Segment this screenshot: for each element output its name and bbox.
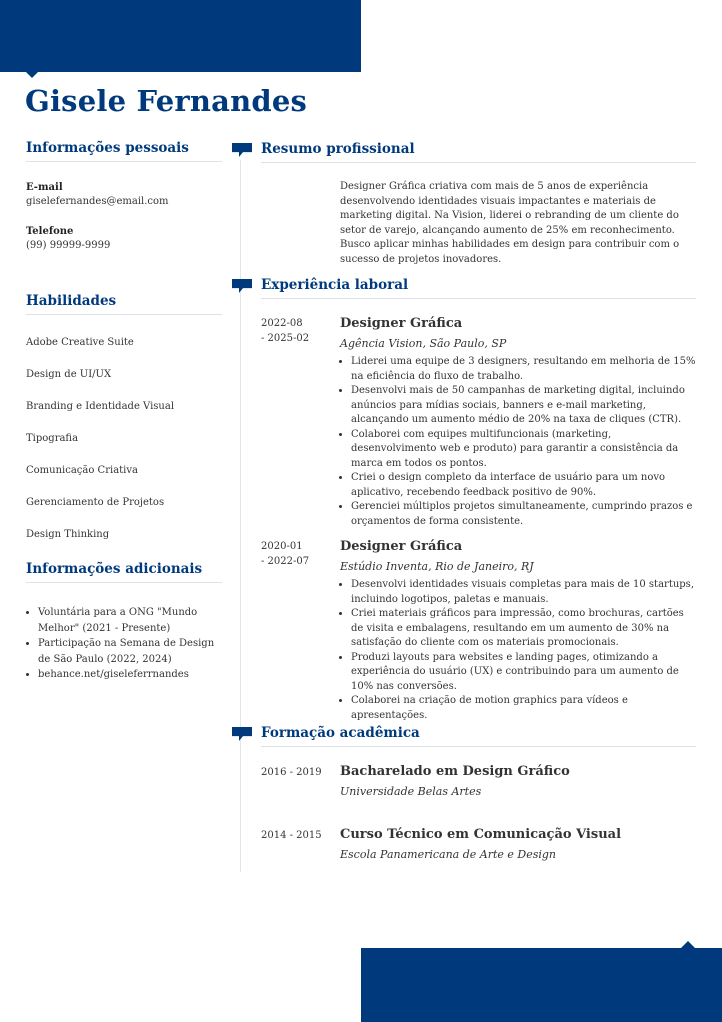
section-marker-icon [232,143,252,157]
top-banner [0,0,361,72]
email-value: giselefernandes@email.com [26,196,169,207]
school-name: Universidade Belas Artes [340,785,482,798]
job-bullets [340,355,696,529]
skill-item: Design Thinking [26,529,110,540]
job-title: Designer Gráfica [340,316,463,331]
education-heading: Formação acadêmica [261,725,696,747]
job-bullet: • Criei o design completo da interface de usuário para um novo aplicativo, recebendo feedback positivo de 90%. [351,471,696,500]
additional-info-list [26,605,222,683]
job-company: Estúdio Inventa, Rio de Janeiro, RJ [340,560,534,573]
job-entry [340,316,696,529]
bottom-banner [361,948,722,1022]
phone-value: (99) 99999-9999 [26,240,111,251]
additional-info-item: • Participação na Semana de Design de São Paulo (2022, 2024) [38,636,222,667]
skills-heading: Habilidades [26,293,222,315]
left-column [26,140,222,683]
personal-info-heading: Informações pessoais [26,140,222,162]
personal-info-section [26,140,222,251]
top-banner-notch [25,71,39,78]
education-date: 2014 - 2015 [261,830,322,841]
additional-info-item: • behance.net/giseleferrnandes [38,667,222,683]
bottom-banner-notch [681,941,695,948]
degree-title: Bacharelado em Design Gráfico [340,764,570,779]
job-date [261,316,309,346]
education-date: 2016 - 2019 [261,767,322,778]
job-date-end: - 2025-02 [261,333,310,344]
job-bullet: • Desenvolvi mais de 50 campanhas de marketing digital, incluindo anúncios para mídias sociais, banners e e-mail marketing, alcançando um aumento médio de 20% na taxa de cliques (CTR). [351,384,696,428]
job-bullet: • Gerenciei múltiplos projetos simultaneamente, cumprindo prazos e orçamentos de forma consistente. [351,500,696,529]
additional-info-item: • Voluntária para a ONG "Mundo Melhor" (2021 - Presente) [38,605,222,636]
education-entry [340,827,696,861]
job-date [261,539,309,569]
job-date-start: 2020-01 [261,541,303,552]
job-bullet: • Liderei uma equipe de 3 designers, resultando em melhoria de 15% na eficiência do fluxo de trabalho. [351,355,696,384]
job-company: Agência Vision, São Paulo, SP [340,337,507,350]
job-date-start: 2022-08 [261,318,303,329]
education-entry [340,764,696,798]
experience-heading: Experiência laboral [261,277,696,299]
job-bullet: • Colaborei na criação de motion graphics para vídeos e apresentações. [351,694,696,723]
experience-section-header [232,277,696,299]
summary-heading: Resumo profissional [261,141,696,163]
phone-label: Telefone [26,226,74,237]
job-date-end: - 2022-07 [261,556,310,567]
job-bullet: • Colaborei com equipes multifuncionais (marketing, desenvolvimento web e produto) para garantir a consistência da marca em todos os pontos. [351,428,696,472]
skill-item: Design de UI/UX [26,369,112,380]
column-divider [240,160,241,872]
skill-item: Comunicação Criativa [26,465,138,476]
skill-item: Adobe Creative Suite [26,337,134,348]
job-bullet: • Desenvolvi identidades visuais completas para mais de 10 startups, incluindo logotipos, paletas e manuais. [351,578,696,607]
job-entry [340,539,696,723]
candidate-name: Gisele Fernandes [25,84,308,118]
skill-item: Branding e Identidade Visual [26,401,175,412]
skill-item: Gerenciamento de Projetos [26,497,165,508]
section-marker-icon [232,279,252,293]
summary-section-header [232,141,696,163]
job-bullets [340,578,696,723]
education-section-header [232,725,696,747]
job-bullet: • Produzi layouts para websites e landing pages, otimizando a experiência do usuário (UX) e contribuindo para um aumento de 10% nas conversões. [351,651,696,695]
skills-section [26,293,222,551]
skill-item: Tipografia [26,433,79,444]
job-bullet: • Criei materiais gráficos para impressão, como brochuras, cartões de visita e embalagens, resultando em um aumento de 30% na satisfação do cliente com os materiais promocionais. [351,607,696,651]
additional-info-heading: Informações adicionais [26,561,222,583]
summary-text: Designer Gráfica criativa com mais de 5 anos de experiência desenvolvendo identidades visuais impactantes e materiais de marketing digital. Na Vision, liderei o rebranding de um cliente do setor de varejo, alcançando aumento de 25% em reconhecimento. Busco aplicar minhas habilidades em design para contribuir com o sucesso de projetos inovadores. [340,181,680,265]
email-label: E-mail [26,182,63,193]
job-title: Designer Gráfica [340,539,463,554]
degree-title: Curso Técnico em Comunicação Visual [340,827,622,842]
school-name: Escola Panamericana de Arte e Design [340,848,557,861]
section-marker-icon [232,727,252,741]
additional-info-section [26,561,222,683]
